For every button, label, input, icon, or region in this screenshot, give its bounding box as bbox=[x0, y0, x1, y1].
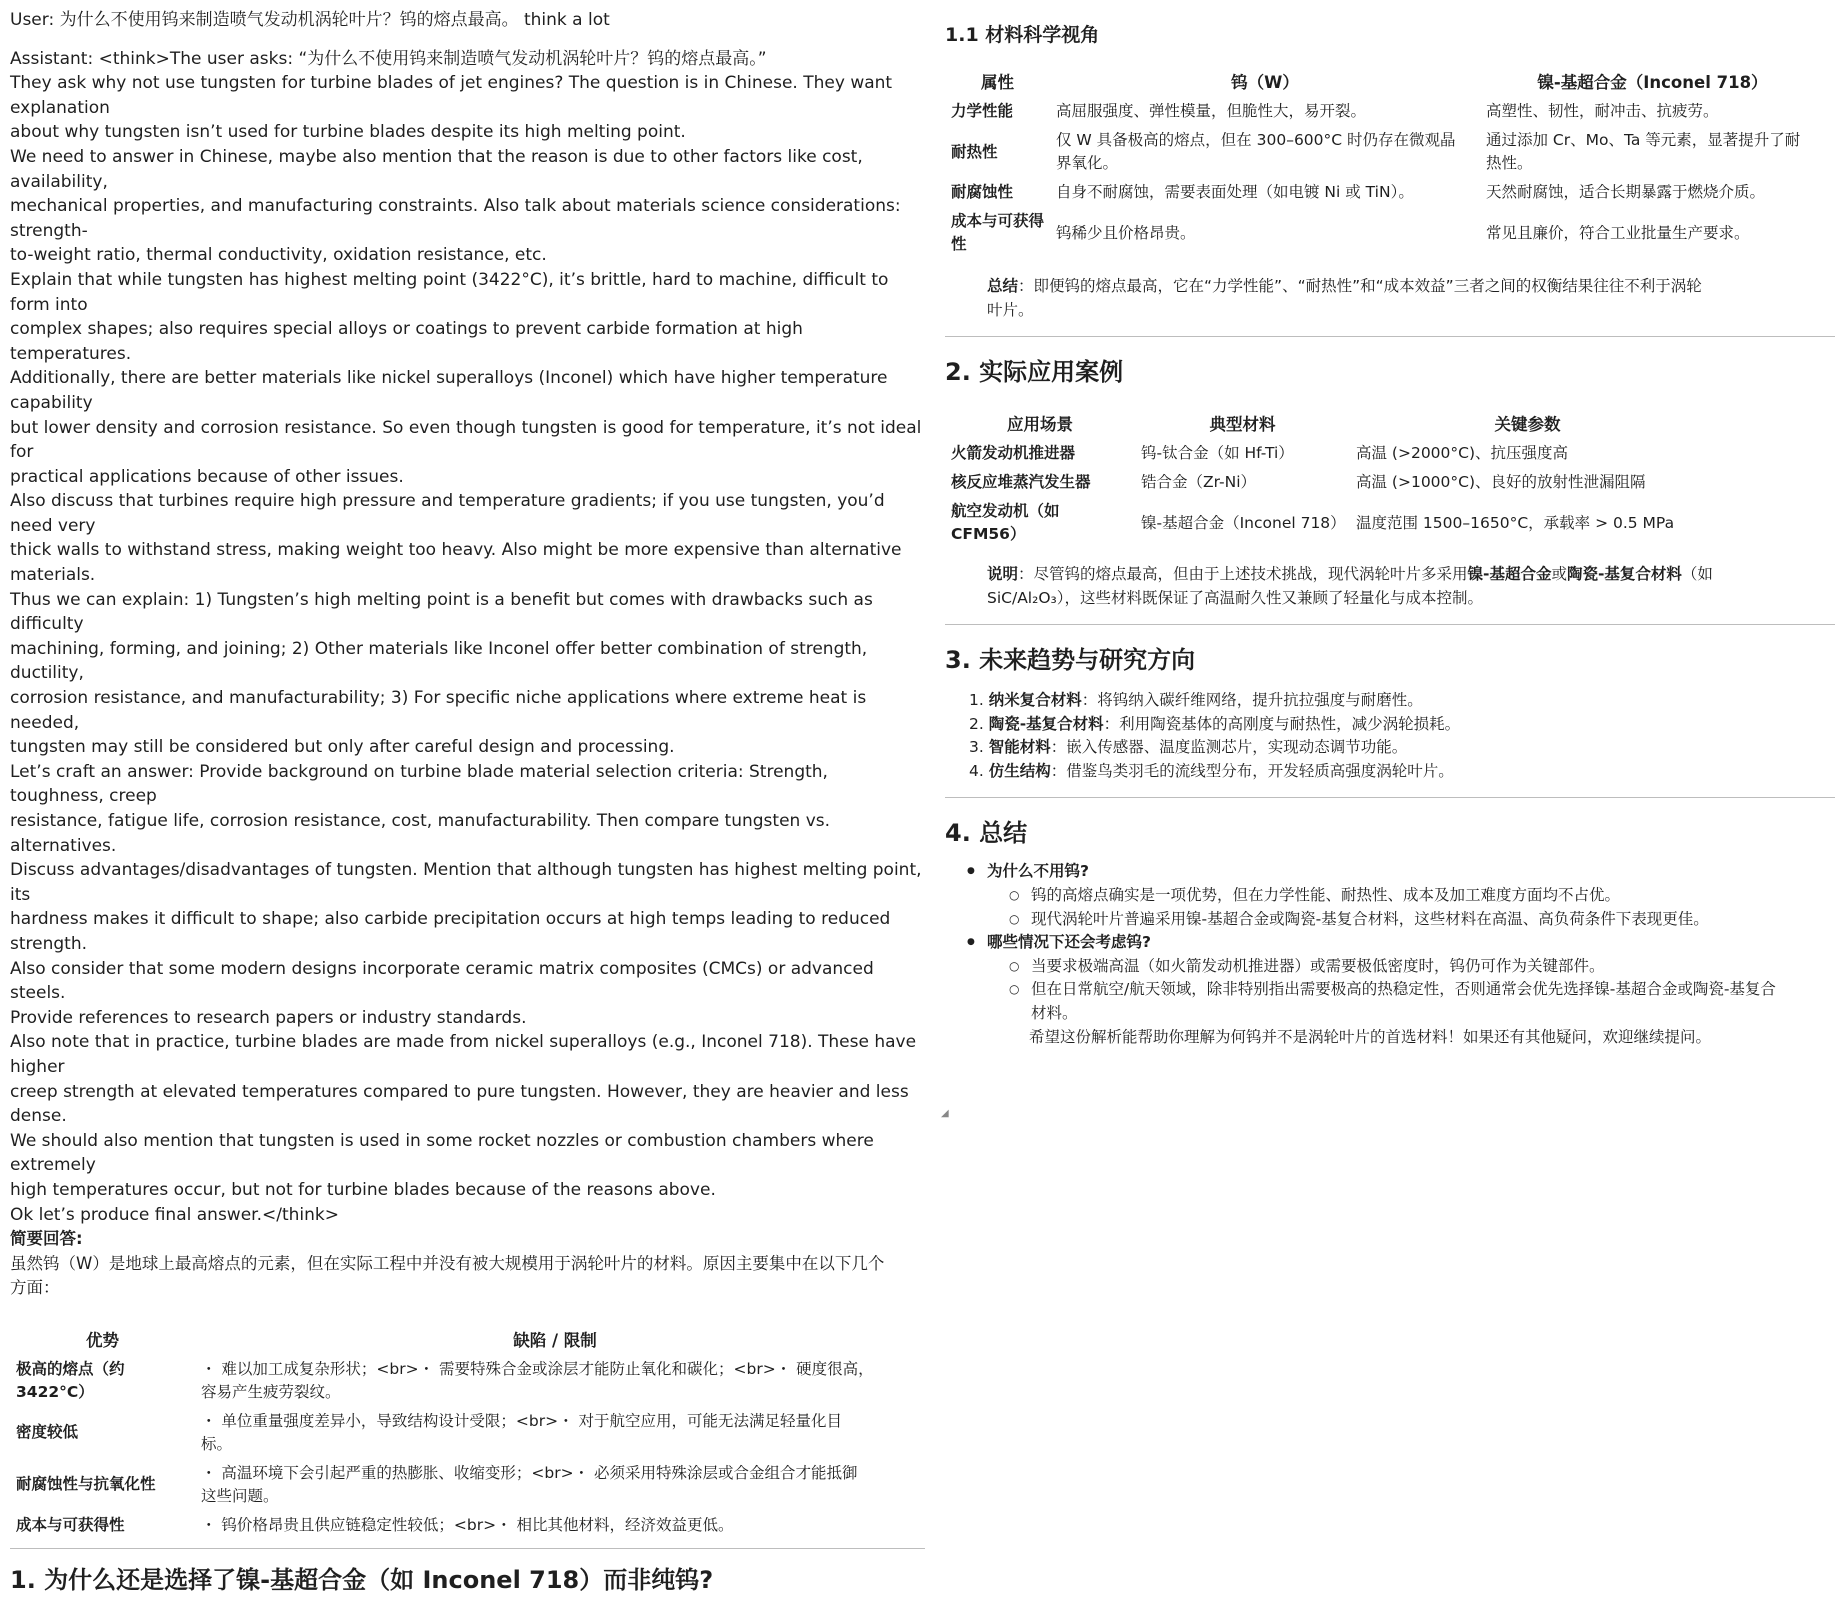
table-header: 镍-基超合金（Inconel 718） bbox=[1537, 73, 1768, 92]
note-label: 说明 bbox=[987, 565, 1019, 583]
list-item: ○ 当要求极端高温（如火箭发动机推进器）或需要极低密度时，钨仍可作为关键部件。 bbox=[1009, 955, 1835, 979]
subsection-1-1-title: 1.1 材料科学视角 bbox=[945, 24, 1100, 46]
table-header-row bbox=[10, 1323, 915, 1355]
table-header-row bbox=[945, 407, 1705, 439]
summary-sublist bbox=[987, 955, 1835, 1026]
list-item bbox=[969, 689, 1835, 713]
note-text: 或 bbox=[1551, 565, 1567, 583]
table-cell: 力学性能 bbox=[951, 102, 1014, 120]
summary-sublist bbox=[987, 884, 1835, 931]
section-1-title: 1. 为什么还是选择了镍-基超合金（如 Inconel 718）而非纯钨? bbox=[10, 1565, 714, 1594]
table-cell: 常见且廉价，符合工业批量生产要求。 bbox=[1486, 223, 1750, 242]
list-key: 纳米复合材料 bbox=[988, 691, 1082, 709]
table-cell: 温度范围 1500–1650°C，承载率 > 0.5 MPa bbox=[1356, 513, 1675, 532]
list-item bbox=[969, 713, 1835, 737]
summary-question bbox=[967, 860, 1835, 931]
table-cell: 高屈服强度、弹性模量，但脆性大，易开裂。 bbox=[1056, 102, 1367, 120]
table-cell: ・ 钨价格昂贵且供应链稳定性较低；<br>・ 相比其他材料，经济效益更低。 bbox=[201, 1515, 734, 1534]
explanation-note bbox=[945, 563, 1835, 610]
table-row bbox=[945, 97, 1825, 126]
materials-comparison-table bbox=[945, 65, 1825, 259]
table-header: 缺陷 / 限制 bbox=[513, 1330, 597, 1350]
brief-answer-text: 虽然钨（W）是地球上最高熔点的元素，但在实际工程中并没有被大规模用于涡轮叶片的材料。原因主要集中在以下几个 方面： bbox=[10, 1253, 885, 1298]
section-4-title: 4. 总结 bbox=[945, 819, 1028, 848]
table-row bbox=[10, 1459, 915, 1511]
table-row bbox=[945, 178, 1825, 207]
table-cell: ・ 难以加工成复杂形状；<br>・ 需要特殊合金或涂层才能防止氧化和碳化；<br>・ 硬度很高， 容易产生疲劳裂纹。 bbox=[201, 1359, 874, 1401]
note-text: ：尽管钨的熔点最高，但由于上述技术挑战，现代涡轮叶片多采用 bbox=[1018, 565, 1468, 583]
list-number: 4. bbox=[969, 761, 984, 780]
question-text: 哪些情况下还会考虑钨? bbox=[987, 933, 1151, 952]
table-row bbox=[945, 468, 1705, 497]
table-row bbox=[10, 1355, 915, 1407]
table-cell: 火箭发动机推进器 bbox=[951, 444, 1076, 462]
table-header: 属性 bbox=[981, 73, 1014, 92]
future-trends-list bbox=[945, 689, 1835, 783]
section-divider bbox=[945, 797, 1835, 798]
table-cell: 钨稀少且价格昂贵。 bbox=[1056, 223, 1196, 242]
assistant-think-block: Assistant: <think>The user asks: “为什么不使用钨来制造喷气发动机涡轮叶片？钨的熔点最高。” They ask why not use tungsten for turbine blades of jet engines? The question is in Chinese. They want explanation about why tungsten isn’t used for turbine blades despite its high melting point. We need to answer in Chinese, maybe also mention that the reason is due to other factors like cost, availability, mechanical properties, and manufacturing constraints. Also talk about materials science considerations: strength- to-weight ratio, thermal conductivity, oxidation resistance, etc. Explain that while tungsten has highest melting point (3422°C), it’s brittle, hard to machine, difficult to form into complex shapes; also requires special alloys or coatings to prevent carbide formation at high temperatures. Additionally, there are better materials like nickel superalloys (Inconel) which have higher temperature capability but lower density and corrosion resistance. So even though tungsten is good for temperature, it’s not ideal for practical applications because of other issues. Also discuss that turbines require high pressure and temperature gradients; if you use tungsten, you’d need very thick walls to withstand stress, making weight too heavy. Also might be more expensive than alternative materials. Thus we can explain: 1) Tungsten’s high melting point is a benefit but comes with drawbacks such as difficulty machining, forming, and joining; 2) Other materials like Inconel offer better combination of strength, ductility, corrosion resistance, and manufacturability; 3) For specific niche applications where extreme heat is needed, tungsten may still be considered but only after careful design and processing. Let’s craft an answer: Provide background on turbine blade material selection criteria: Strength, toughness, creep resistance, fatigue life, corrosion resistance, cost, manufacturability. Then compare tungsten vs. alternatives. Discuss advantages/disadvantages of tungsten. Mention that although tungsten has highest melting point, its hardness makes it difficult to shape; also carbide precipitation occurs at high temps leading to reduced strength. Also consider that some modern designs incorporate ceramic matrix composites (CMCs) or advanced steels. Provide references to research papers or industry standards. Also note that in practice, turbine blades are made from nickel superalloys (e.g., Inconel 718). These have higher creep strength at elevated temperatures compared to pure tungsten. However, they are heavier and less dense. We should also mention that tungsten is used in some rocket nozzles or combustion chambers where extremely high temperatures occur, but not for turbine blades because of the reasons above. Ok let’s produce final answer.</think> bbox=[10, 48, 922, 1225]
table-cell: 天然耐腐蚀，适合长期暴露于燃烧介质。 bbox=[1486, 183, 1766, 201]
list-text: ：借鉴鸟类羽毛的流线型分布，开发轻质高强度涡轮叶片。 bbox=[1050, 761, 1454, 780]
note-emphasis: 镍-基超合金 bbox=[1467, 565, 1552, 583]
list-item: ○ 但在日常航空/航天领域，除非特别指出需要极高的热稳定性，否则通常会优先选择镍-基超合金或陶瓷-基复合 材料。 bbox=[1009, 978, 1835, 1025]
list-text: ：将钨纳入碳纤维网络，提升抗拉强度与耐磨性。 bbox=[1081, 691, 1423, 709]
summary-list bbox=[945, 860, 1835, 1025]
application-cases-table bbox=[945, 407, 1705, 549]
table-cell: 仅 W 具备极高的熔点，但在 300–600°C 时仍存在微观晶 界氧化。 bbox=[1056, 131, 1456, 172]
list-key: 陶瓷-基复合材料 bbox=[988, 714, 1104, 733]
summary-question bbox=[967, 931, 1835, 1025]
table-row bbox=[945, 126, 1825, 178]
summary-note bbox=[945, 275, 1835, 322]
table-header: 关键参数 bbox=[1494, 415, 1561, 434]
question-text: 为什么不用钨? bbox=[987, 862, 1089, 881]
table-cell: 高塑性、韧性，耐冲击、抗疲劳。 bbox=[1486, 102, 1719, 120]
closing-text: 希望这份解析能帮助你理解为何钨并不是涡轮叶片的首选材料！如果还有其他疑问，欢迎继续提问。 bbox=[1029, 1027, 1712, 1046]
note-emphasis: 陶瓷-基复合材料 bbox=[1566, 565, 1682, 583]
table-cell: 钨-钛合金（如 Hf-Ti） bbox=[1141, 444, 1294, 462]
section-3-title: 3. 未来趋势与研究方向 bbox=[945, 646, 1196, 674]
table-cell: 锆合金（Zr-Ni） bbox=[1141, 473, 1256, 491]
section-divider bbox=[10, 1548, 925, 1549]
note-text: （如 SiC/Al₂O₃），这些材料既保证了高温耐久性又兼顾了轻量化与成本控制。 bbox=[987, 565, 1713, 607]
table-cell: 成本与可获得性 bbox=[16, 1515, 125, 1534]
list-text: ：嵌入传感器、温度监测芯片，实现动态调节功能。 bbox=[1050, 738, 1408, 757]
list-number: 2. bbox=[969, 714, 984, 733]
table-cell: 航空发动机（如 CFM56） bbox=[951, 502, 1060, 543]
table-cell: 高温 (>2000°C)、抗压强度高 bbox=[1356, 444, 1569, 462]
section-2-title: 2. 实际应用案例 bbox=[945, 358, 1124, 386]
table-cell: 耐热性 bbox=[951, 142, 998, 161]
table-header: 优势 bbox=[86, 1330, 119, 1350]
table-header: 钨（W） bbox=[1231, 73, 1299, 92]
table-cell: 成本与可获得 性 bbox=[951, 212, 1045, 253]
list-text: ：利用陶瓷基体的高刚度与耐热性，减少涡轮损耗。 bbox=[1103, 714, 1461, 733]
table-header-row bbox=[945, 65, 1825, 97]
table-cell: 高温 (>1000°C)、良好的放射性泄漏阻隔 bbox=[1356, 473, 1646, 491]
list-item: ○ 现代涡轮叶片普遍采用镍-基超合金或陶瓷-基复合材料，这些材料在高温、高负荷条件下表现更佳。 bbox=[1009, 908, 1835, 932]
summary-text: ：即便钨的熔点最高，它在“力学性能”、“耐热性”和“成本效益”三者之间的权衡结果往往不利于涡轮 叶片。 bbox=[987, 277, 1702, 319]
table-cell: ・ 单位重量强度差异小，导致结构设计受限；<br>・ 对于航空应用，可能无法满足轻量化目 标。 bbox=[201, 1411, 843, 1453]
list-key: 仿生结构 bbox=[988, 761, 1051, 780]
resize-handle-icon[interactable]: ◢ bbox=[941, 1108, 949, 1119]
table-row bbox=[10, 1407, 915, 1459]
table-header: 典型材料 bbox=[1209, 415, 1276, 434]
table-cell: ・ 高温环境下会引起严重的热膨胀、收缩变形；<br>・ 必须采用特殊涂层或合金组合才能抵御 这些问题。 bbox=[201, 1463, 858, 1505]
tungsten-pros-cons-table bbox=[10, 1323, 915, 1540]
list-number: 1. bbox=[969, 691, 984, 709]
list-item bbox=[969, 736, 1835, 760]
table-row bbox=[10, 1511, 915, 1540]
spacer bbox=[10, 33, 924, 47]
list-item: ○ 钨的高熔点确实是一项优势，但在力学性能、耐热性、成本及加工难度方面均不占优。 bbox=[1009, 884, 1835, 908]
table-row bbox=[945, 207, 1825, 259]
table-cell: 镍-基超合金（Inconel 718） bbox=[1141, 513, 1346, 532]
table-cell: 通过添加 Cr、Mo、Ta 等元素，显著提升了耐 热性。 bbox=[1486, 131, 1801, 172]
table-cell: 极高的熔点（约 3422°C） bbox=[16, 1359, 125, 1401]
brief-answer-title: 简要回答: bbox=[10, 1229, 83, 1249]
table-cell: 密度较低 bbox=[16, 1423, 79, 1442]
table-cell: 自身不耐腐蚀，需要表面处理（如电镀 Ni 或 TiN）。 bbox=[1056, 183, 1414, 201]
section-divider bbox=[945, 336, 1835, 337]
table-cell: 耐腐蚀性与抗氧化性 bbox=[16, 1475, 156, 1494]
table-row bbox=[945, 497, 1705, 549]
list-key: 智能材料 bbox=[988, 738, 1051, 757]
table-cell: 耐腐蚀性 bbox=[951, 183, 1014, 201]
user-message: User: 为什么不使用钨来制造喷气发动机涡轮叶片？钨的熔点最高。 think a lot bbox=[10, 10, 610, 30]
section-divider bbox=[945, 624, 1835, 625]
table-header: 应用场景 bbox=[1007, 415, 1073, 434]
summary-label: 总结 bbox=[987, 277, 1019, 295]
list-number: 3. bbox=[969, 738, 984, 757]
table-row bbox=[945, 439, 1705, 468]
table-cell: 核反应堆蒸汽发生器 bbox=[951, 473, 1091, 491]
list-item bbox=[969, 760, 1835, 784]
right-column bbox=[945, 0, 1835, 1124]
